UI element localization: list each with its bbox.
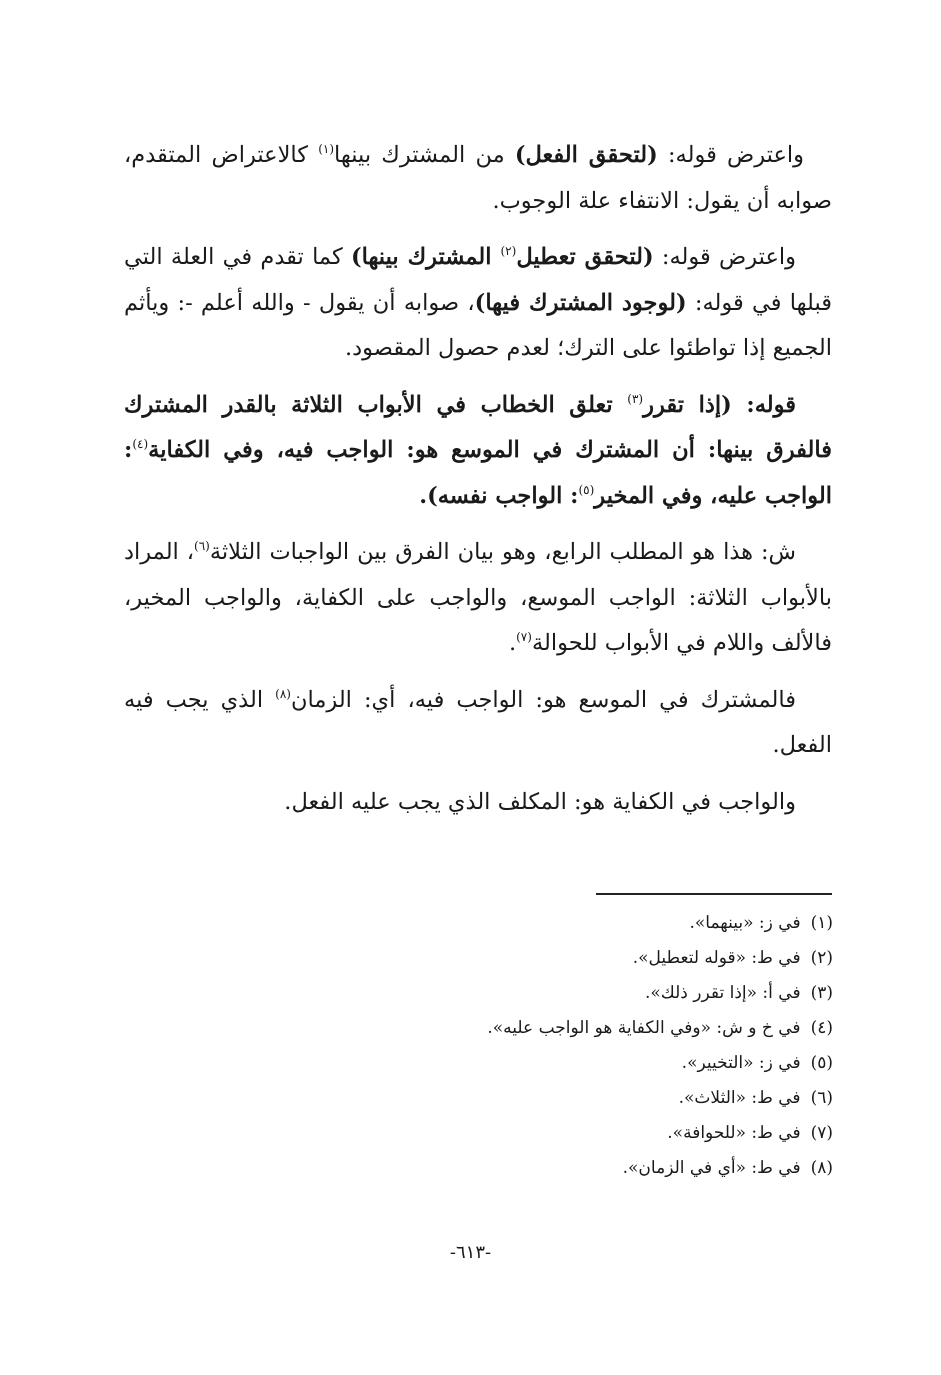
- bold-quote: قوله: (إذا تقرر: [643, 391, 796, 418]
- paragraph-4: [124, 530, 832, 667]
- footnote-ref[interactable]: (٤): [132, 437, 149, 451]
- footnote-text: في ط: «للحوافة».: [667, 1123, 801, 1143]
- paragraph-2: [124, 235, 832, 372]
- footnote-item: [313, 976, 833, 1011]
- footnote-number: (١): [810, 913, 833, 933]
- paragraph-6: [124, 780, 832, 826]
- footnote-number: (٤): [810, 1018, 833, 1038]
- bold-quote: تعلق الخطاب في الأبواب الثلاثة بالقدر المشترك فالفرق بينها: أن المشترك في الموسع هو: الواجب فيه، وفي الكفاية: [124, 391, 832, 463]
- bold-quote: : الواجب نفسه).: [419, 482, 579, 509]
- footnote-text: في ز: «التخيير».: [681, 1053, 801, 1073]
- bold-quote: (لوجود المشترك فيها): [474, 289, 687, 316]
- footnote-item: [313, 1151, 833, 1186]
- text-run: واعترض قوله:: [653, 244, 796, 270]
- footnote-text: في ز: «بينهما».: [689, 913, 801, 933]
- footnote-separator: [596, 893, 832, 895]
- page-number: -٦١٣-: [449, 1242, 492, 1263]
- footnote-number: (٦): [810, 1088, 833, 1108]
- footnote-ref[interactable]: (٨): [275, 686, 291, 701]
- footnote-text: في ط: «قوله لتعطيل».: [632, 948, 801, 968]
- paragraph-1: [124, 133, 832, 224]
- footnote-number: (٧): [810, 1123, 833, 1143]
- footnote-ref[interactable]: (٢): [500, 244, 517, 258]
- text-run: ، صوابه أن يقول - والله أعلم -: ويأثم الجميع إذا تواطئوا على الترك؛ لعدم حصول المقصود.: [124, 289, 832, 361]
- text-run: كما تقدم في العلة التي قبلها في قوله:: [124, 244, 832, 316]
- text-run: فالمشترك في الموسع هو: الواجب فيه، أي: الزمان: [290, 686, 796, 713]
- bold-quote: المشترك بينها): [350, 244, 501, 270]
- bold-quote: (لتحقق تعطيل: [516, 244, 654, 270]
- text-run: الذي يجب فيه الفعل.: [124, 686, 832, 758]
- text-run: واعترض قوله:: [657, 142, 805, 168]
- footnote-number: (٢): [810, 948, 833, 968]
- text-run: ش: هذا هو المطلب الرابع، وهو بيان الفرق بين الواجبات الثلاثة: [209, 539, 796, 565]
- footnote-ref[interactable]: (٦): [194, 539, 210, 553]
- footnote-item: [313, 1011, 833, 1046]
- footnote-number: (٣): [810, 983, 833, 1003]
- footnote-ref[interactable]: (٣): [627, 391, 644, 406]
- footnote-number: (٥): [810, 1053, 833, 1073]
- footnote-text: في ط: «الثلاث».: [678, 1088, 801, 1108]
- bold-quote: (لتحقق الفعل): [514, 142, 658, 168]
- footnote-item: [313, 906, 833, 941]
- footnote-ref[interactable]: (٧): [516, 630, 532, 644]
- footnote-text: في خ و ش: «وفي الكفاية هو الواجب عليه».: [487, 1018, 801, 1038]
- main-text: [124, 133, 832, 825]
- text-run: .: [508, 630, 517, 656]
- text-run: من المشترك بينها: [334, 142, 515, 168]
- text-run: كالاعتراض المتقدم، صوابه أن يقول: الانتفاء علة الوجوب.: [124, 142, 832, 214]
- footnote-item: [313, 941, 833, 976]
- footnote-ref[interactable]: (٥): [578, 482, 595, 497]
- footnote-item: [313, 1116, 833, 1151]
- footnote-text: في أ: «إذا تقرر ذلك».: [644, 983, 801, 1003]
- text-run: والواجب في الكفاية هو: المكلف الذي يجب عليه الفعل.: [284, 788, 796, 815]
- footnote-ref[interactable]: (١): [318, 142, 335, 156]
- paragraph-3: [124, 383, 832, 520]
- text-run: ، المراد بالأبواب الثلاثة: الواجب الموسع، والواجب على الكفاية، والواجب المخير، فالألف واللام في الأبواب للحوالة: [124, 539, 832, 656]
- footnote-text: في ط: «أي في الزمان».: [622, 1158, 801, 1178]
- paragraph-5: [124, 678, 832, 769]
- footnote-item: [313, 1046, 833, 1081]
- footnote-item: [313, 1081, 833, 1116]
- footnote-number: (٨): [810, 1158, 833, 1178]
- bold-quote: : الواجب عليه، وفي المخير: [124, 437, 832, 509]
- footnotes: [313, 906, 833, 1186]
